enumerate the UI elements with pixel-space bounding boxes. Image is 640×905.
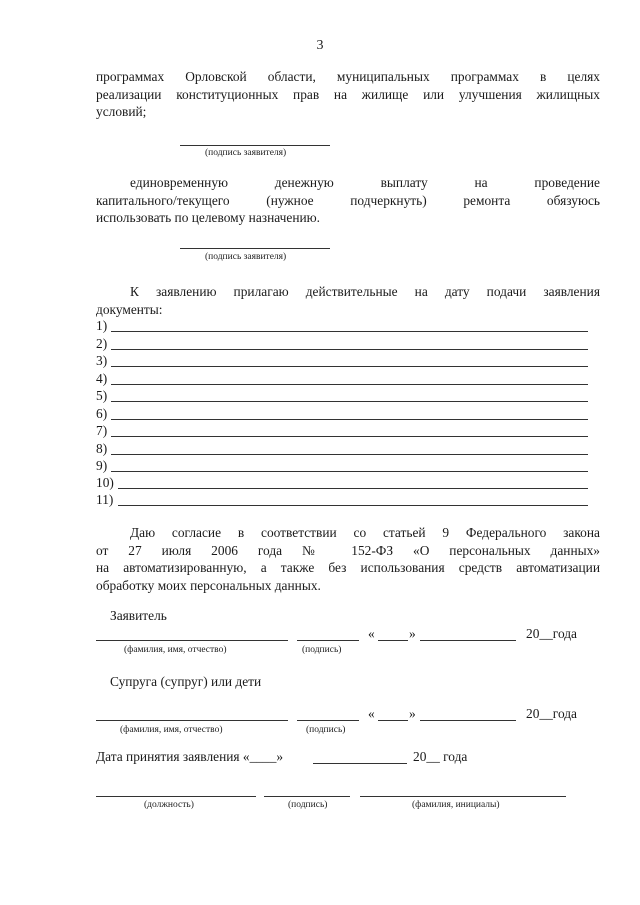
- applicant-day-field[interactable]: [378, 640, 408, 641]
- document-entry-line[interactable]: [96, 475, 588, 492]
- paragraph-personal-data-consent: [96, 524, 600, 594]
- document-number: 5): [96, 388, 108, 403]
- document-number: 7): [96, 423, 108, 438]
- applicant-signature-line[interactable]: [180, 145, 330, 146]
- page-number: 3: [316, 38, 324, 53]
- spouse-signature-field[interactable]: [297, 720, 359, 721]
- document-entry-line[interactable]: [96, 336, 588, 353]
- fill-line: [111, 471, 588, 472]
- paragraph-line: капитального/текущего (нужное подчеркнуть) ремонта обязуюсь: [96, 192, 600, 208]
- document-entry-line[interactable]: [96, 371, 588, 388]
- applicant-name-line[interactable]: [96, 640, 288, 641]
- document-number: 2): [96, 336, 108, 351]
- fill-line: [111, 419, 588, 420]
- caption-signature: (подпись): [306, 725, 346, 735]
- document-number: 9): [96, 458, 108, 473]
- document-number: 3): [96, 353, 108, 368]
- fill-line: [118, 488, 588, 489]
- fill-line: [118, 505, 588, 506]
- applicant-signature-line-2[interactable]: [180, 248, 330, 249]
- paragraph-line: К заявлению прилагаю действительные на дату подачи заявления: [130, 284, 600, 299]
- spouse-label: Супруга (супруг) или дети: [110, 674, 262, 689]
- applicant-month-field[interactable]: [420, 640, 516, 641]
- acceptance-date-label: Дата принятия заявления «____»: [96, 749, 284, 764]
- fill-line: [111, 331, 588, 332]
- acceptance-year: 20__ года: [413, 749, 468, 764]
- signature-caption-2: (подпись заявителя): [205, 252, 287, 262]
- fill-line: [111, 436, 588, 437]
- date-close-quote: »: [409, 626, 416, 641]
- paragraph-line: использовать по целевому назначению.: [96, 210, 321, 225]
- fill-line: [111, 366, 588, 367]
- paragraph-line: от 27 июля 2006 года № 152-ФЗ «О персональных данных»: [96, 542, 600, 558]
- paragraph-line: на автоматизированную, а также без использования средств автоматизации: [96, 560, 600, 575]
- document-number: 1): [96, 318, 108, 333]
- paragraph-line: документы:: [96, 301, 163, 317]
- paragraph-line: обработку моих персональных данных.: [96, 577, 321, 593]
- official-signature-line[interactable]: [264, 796, 350, 797]
- date-close-quote: »: [409, 706, 416, 721]
- official-position-line[interactable]: [96, 796, 256, 797]
- paragraph-line: условий;: [96, 104, 147, 119]
- official-surname-line[interactable]: [360, 796, 566, 797]
- applicant-signature-field[interactable]: [297, 640, 359, 641]
- caption-signature: (подпись): [288, 800, 328, 810]
- paragraph-payment-use: [96, 174, 600, 227]
- fill-line: [111, 349, 588, 350]
- date-open-quote: «: [368, 626, 375, 641]
- spouse-day-field[interactable]: [378, 720, 408, 721]
- applicant-year: 20__года: [526, 626, 578, 641]
- document-entry-line[interactable]: [96, 423, 588, 440]
- spouse-name-line[interactable]: [96, 720, 288, 721]
- paragraph-line: программах Орловской области, муниципальных программах в целях: [96, 69, 600, 84]
- document-entry-line[interactable]: [96, 353, 588, 370]
- fill-line: [111, 384, 588, 385]
- fill-line: [111, 454, 588, 455]
- applicant-label: Заявитель: [110, 608, 167, 623]
- signature-caption: (подпись заявителя): [205, 148, 287, 158]
- caption-position: (должность): [144, 800, 194, 810]
- document-entry-line[interactable]: [96, 492, 588, 509]
- document-number: 4): [96, 371, 108, 386]
- document-number: 10): [96, 475, 114, 490]
- document-entry-line[interactable]: [96, 318, 588, 335]
- document-number: 6): [96, 406, 108, 421]
- document-entry-line[interactable]: [96, 406, 588, 423]
- paragraph-line: единовременную денежную выплату на проведение: [130, 175, 600, 190]
- document-number: 11): [96, 492, 114, 507]
- caption-full-name: (фамилия, имя, отчество): [120, 725, 223, 735]
- document-number: 8): [96, 441, 108, 456]
- spouse-year: 20__года: [526, 706, 578, 721]
- paragraph-line: реализации конституционных прав на жилище или улучшения жилищных: [96, 86, 600, 102]
- fill-line: [111, 401, 588, 402]
- document-entry-line[interactable]: [96, 441, 588, 458]
- caption-full-name: (фамилия, имя, отчество): [124, 645, 227, 655]
- spouse-month-field[interactable]: [420, 720, 516, 721]
- document-entry-line[interactable]: [96, 458, 588, 475]
- caption-surname-initials: (фамилия, инициалы): [412, 800, 500, 810]
- paragraph-housing-programs: [96, 68, 600, 121]
- caption-signature: (подпись): [302, 645, 342, 655]
- paragraph-line: Даю согласие в соответствии со статьей 9 Федерального закона: [130, 525, 600, 540]
- date-open-quote: «: [368, 706, 375, 721]
- document-entry-line[interactable]: [96, 388, 588, 405]
- paragraph-attached-documents: [96, 283, 600, 318]
- acceptance-month-field[interactable]: [313, 763, 407, 764]
